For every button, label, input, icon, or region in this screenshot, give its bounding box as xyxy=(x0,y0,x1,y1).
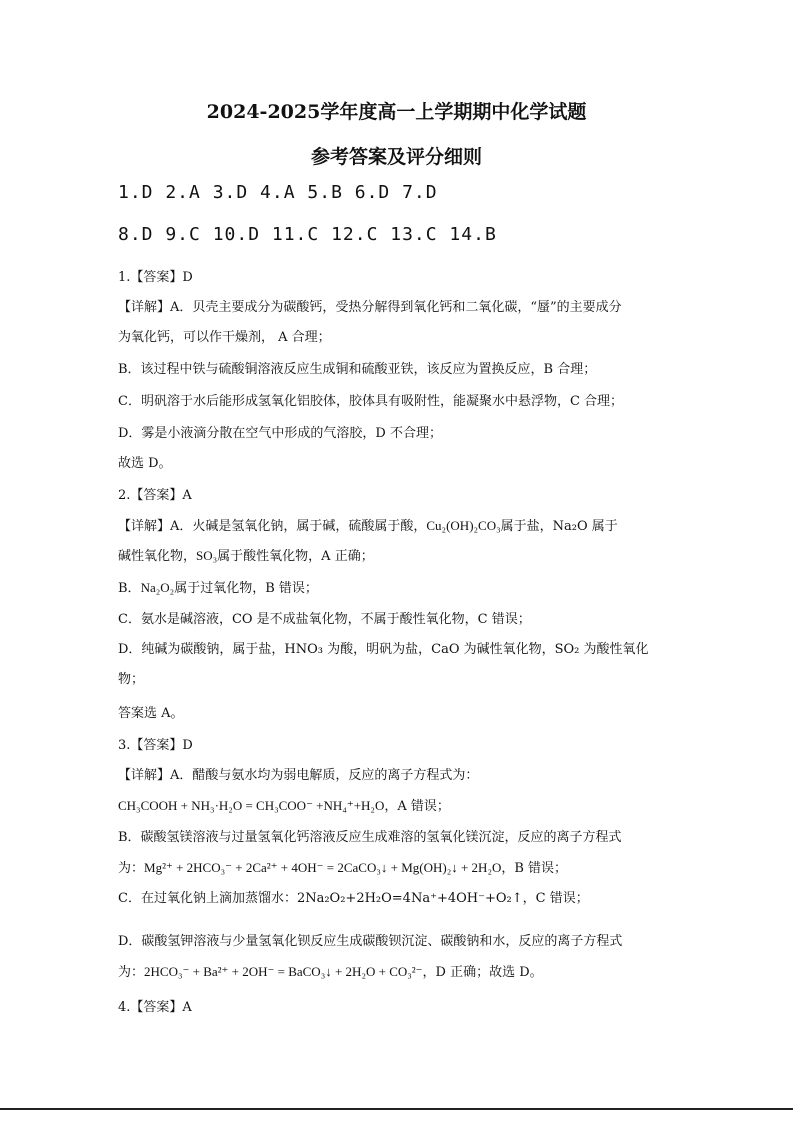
q3-explanation-line: 【详解】A．醋酸与氨水均为弱电解质，反应的离子方程式为： xyxy=(118,768,479,783)
ionic-equation: Mg²⁺ + 2HCO₃⁻ + 2Ca²⁺ + 4OH⁻ = 2CaCO₃↓ + Mg(OH)₂↓ + 2H₂O xyxy=(144,860,502,875)
text-segment: ，D 正确；故选 D。 xyxy=(422,965,543,980)
answer-key-row-2: 8.D 9.C 10.D 11.C 12.C 13.C 14.B xyxy=(118,224,497,245)
chemical-formula: Cu₂(OH)₂CO₃ xyxy=(426,518,501,533)
q1-conclusion: 故选 D。 xyxy=(118,456,172,471)
q2-explanation-line: 物； xyxy=(118,672,145,687)
chemical-formula: Na₂O₂ xyxy=(140,580,175,595)
ionic-equation: CH₃COOH + NH₃·H₂O = CH₃COO⁻ +NH₄⁺+H₂O xyxy=(118,798,385,813)
q3-explanation-line: C．在过氧化钠上滴加蒸馏水：2Na₂O₂+2H₂O=4Na⁺+4OH⁻+O₂↑，C 错误； xyxy=(118,891,589,906)
text-segment: 【详解】A．火碱是氢氧化钠，属于碱，硫酸属于酸， xyxy=(118,519,427,534)
text-segment: 属于过氧化物，B 错误； xyxy=(174,581,318,596)
q2-explanation-line xyxy=(118,578,318,599)
ionic-equation: 2HCO₃⁻ + Ba²⁺ + 2OH⁻ = BaCO₃↓ + 2H₂O + CO₃²⁻ xyxy=(144,964,423,979)
q1-explanation-line: C．明矾溶于水后能形成氢氧化铝胶体，胶体具有吸附性，能凝聚水中悬浮物，C 合理； xyxy=(118,394,624,409)
q3-answer-header: 3.【答案】D xyxy=(118,738,193,753)
q2-explanation-line xyxy=(118,516,618,537)
q3-explanation-line: D．碳酸氢钾溶液与少量氢氧化钡反应生成碳酸钡沉淀、碳酸钠和水，反应的离子方程式 xyxy=(118,934,623,949)
text-segment: ，A 错误； xyxy=(384,799,450,814)
page-bottom-divider xyxy=(0,1108,793,1110)
q1-explanation-line: B．该过程中铁与硫酸铜溶液反应生成铜和硫酸亚铁，该反应为置换反应，B 合理； xyxy=(118,362,597,377)
q1-answer-header: 1.【答案】D xyxy=(118,270,193,285)
q2-explanation-line xyxy=(118,546,374,567)
text-segment: 为： xyxy=(118,861,145,876)
text-segment: ，B 错误； xyxy=(501,861,568,876)
q2-answer-header: 2.【答案】A xyxy=(118,488,192,503)
q1-explanation-line: 【详解】A．贝壳主要成分为碳酸钙，受热分解得到氧化钙和二氧化碳，“蜃”的主要成分 xyxy=(118,300,622,315)
chemical-formula: SO₃ xyxy=(196,548,218,563)
text-segment: B． xyxy=(118,581,141,596)
document-subtitle: 参考答案及评分细则 xyxy=(310,146,482,168)
text-segment: 碱性氧化物， xyxy=(118,549,197,564)
document-title: 2024-2025学年度高一上学期期中化学试题 xyxy=(206,101,587,123)
q1-explanation-line: D．雾是小液滴分散在空气中形成的气溶胶，D 不合理； xyxy=(118,426,442,441)
q3-explanation-line xyxy=(118,962,543,983)
q2-conclusion: 答案选 A。 xyxy=(118,706,184,721)
q4-answer-header: 4.【答案】A xyxy=(118,1000,192,1015)
q2-explanation-line: C．氨水是碱溶液，CO 是不成盐氧化物，不属于酸性氧化物，C 错误； xyxy=(118,612,531,627)
text-segment: 属于酸性氧化物，A 正确； xyxy=(217,549,374,564)
text-segment: 为： xyxy=(118,965,145,980)
q3-explanation-line: B．碳酸氢镁溶液与过量氢氧化钙溶液反应生成难溶的氢氧化镁沉淀，反应的离子方程式 xyxy=(118,830,622,845)
q3-explanation-line xyxy=(118,796,450,817)
answer-key-row-1: 1.D 2.A 3.D 4.A 5.B 6.D 7.D xyxy=(118,182,438,203)
text-segment: 属于盐，Na₂O 属于 xyxy=(500,519,618,534)
q3-explanation-line xyxy=(118,858,567,879)
q1-explanation-line: 为氧化钙，可以作干燥剂， A 合理； xyxy=(118,330,331,345)
q2-explanation-line: D．纯碱为碳酸钠，属于盐，HNO₃ 为酸，明矾为盐，CaO 为碱性氧化物，SO₂ 为酸性氧化 xyxy=(118,642,649,657)
